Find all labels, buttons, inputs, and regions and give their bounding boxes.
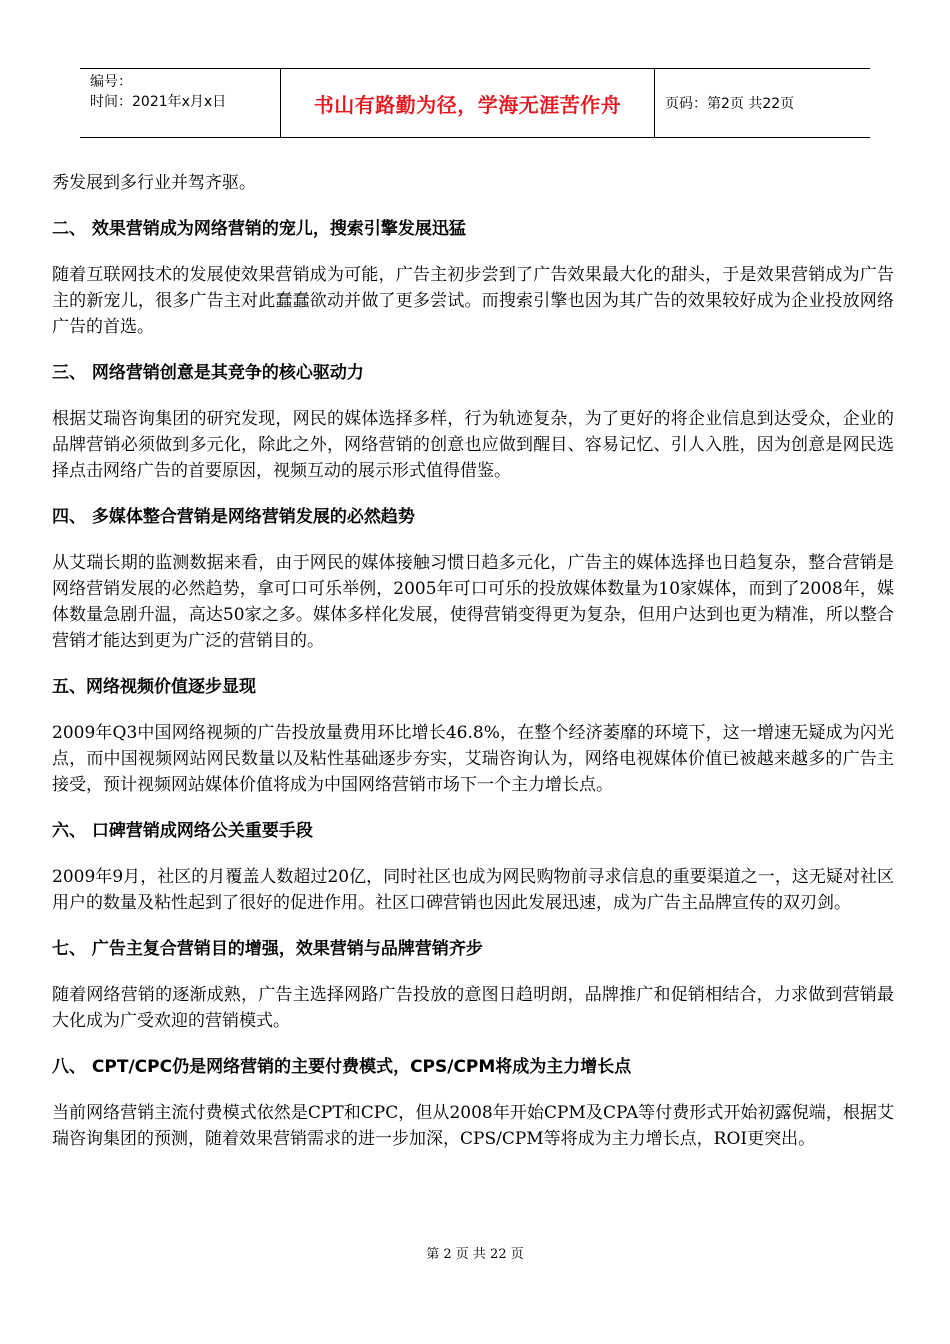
header-motto: 书山有路勤为径，学海无涯苦作舟 (280, 69, 655, 137)
page-footer: 第 2 页 共 22 页 (426, 1247, 524, 1262)
section-heading-3: 三、 网络营销创意是其竞争的核心驱动力 (52, 363, 364, 383)
document-time-label: 时间：2021年x月x日 (90, 94, 227, 110)
section-paragraph-5: 2009年Q3中国网络视频的广告投放量费用环比增长46.8%，在整个经济萎靡的环境下，这一增速无疑成为闪光点，而中国视频网站网民数量以及粘性基础逐步夯实，艾瑞咨询认为，网络电视媒体价值已被越来越多的广告主接受，预计视频网站媒体价值将成为中国网络营销市场下一个主力增长点。 (52, 723, 894, 795)
page-header (80, 68, 870, 138)
section-heading-2: 二、 效果营销成为网络营销的宠儿，搜索引擎发展迅猛 (52, 219, 466, 239)
section-heading-6: 六、 口碑营销成网络公关重要手段 (52, 821, 313, 841)
document-body (52, 170, 894, 1152)
section-paragraph-6: 2009年9月，社区的月覆盖人数超过20亿，同时社区也成为网民购物前寻求信息的重要渠道之一，这无疑对社区用户的数量及粘性起到了很好的促进作用。社区口碑营销也因此发展迅速，成为广告主品牌宣传的双刃剑。 (52, 867, 894, 913)
document-number-label: 编号： (90, 74, 132, 90)
section-heading-7: 七、 广告主复合营销目的增强，效果营销与品牌营销齐步 (52, 939, 483, 959)
header-page-info: 页码：第2页 共22页 (665, 96, 795, 112)
section-heading-4: 四、 多媒体整合营销是网络营销发展的必然趋势 (52, 507, 415, 527)
section-heading-8: 八、 CPT/CPC仍是网络营销的主要付费模式，CPS/CPM将成为主力增长点 (52, 1057, 632, 1077)
section-paragraph-8: 当前网络营销主流付费模式依然是CPT和CPC，但从2008年开始CPM及CPA等付费形式开始初露倪端，根据艾瑞咨询集团的预测，随着效果营销需求的进一步加深，CPS/CPM等将成为主力增长点，ROI更突出。 (52, 1103, 894, 1149)
section-paragraph-7: 随着网络营销的逐渐成熟，广告主选择网路广告投放的意图日趋明朗，品牌推广和促销相结合，力求做到营销最大化成为广受欢迎的营销模式。 (52, 985, 894, 1031)
paragraph-intro: 秀发展到多行业并驾齐驱。 (52, 173, 256, 193)
section-paragraph-4: 从艾瑞长期的监测数据来看，由于网民的媒体接触习惯日趋多元化，广告主的媒体选择也日趋复杂，整合营销是网络营销发展的必然趋势，拿可口可乐举例，2005年可口可乐的投放媒体数量为10家媒体，而到了2008年，媒体数量急剧升温，高达50家之多。媒体多样化发展，使得营销变得更为复杂，但用户达到也更为精准，所以整合营销才能达到更为广泛的营销目的。 (52, 553, 894, 651)
section-heading-5: 五、网络视频价值逐步显现 (52, 677, 256, 697)
header-meta (80, 69, 280, 137)
section-paragraph-2: 随着互联网技术的发展使效果营销成为可能，广告主初步尝到了广告效果最大化的甜头，于是效果营销成为广告主的新宠儿，很多广告主对此蠢蠢欲动并做了更多尝试。而搜索引擎也因为其广告的效果较好成为企业投放网络广告的首选。 (52, 265, 894, 337)
section-paragraph-3: 根据艾瑞咨询集团的研究发现，网民的媒体选择多样，行为轨迹复杂，为了更好的将企业信息到达受众，企业的品牌营销必须做到多元化，除此之外，网络营销的创意也应做到醒目、容易记忆、引人入胜，因为创意是网民选择点击网络广告的首要原因，视频互动的展示形式值得借鉴。 (52, 409, 894, 481)
